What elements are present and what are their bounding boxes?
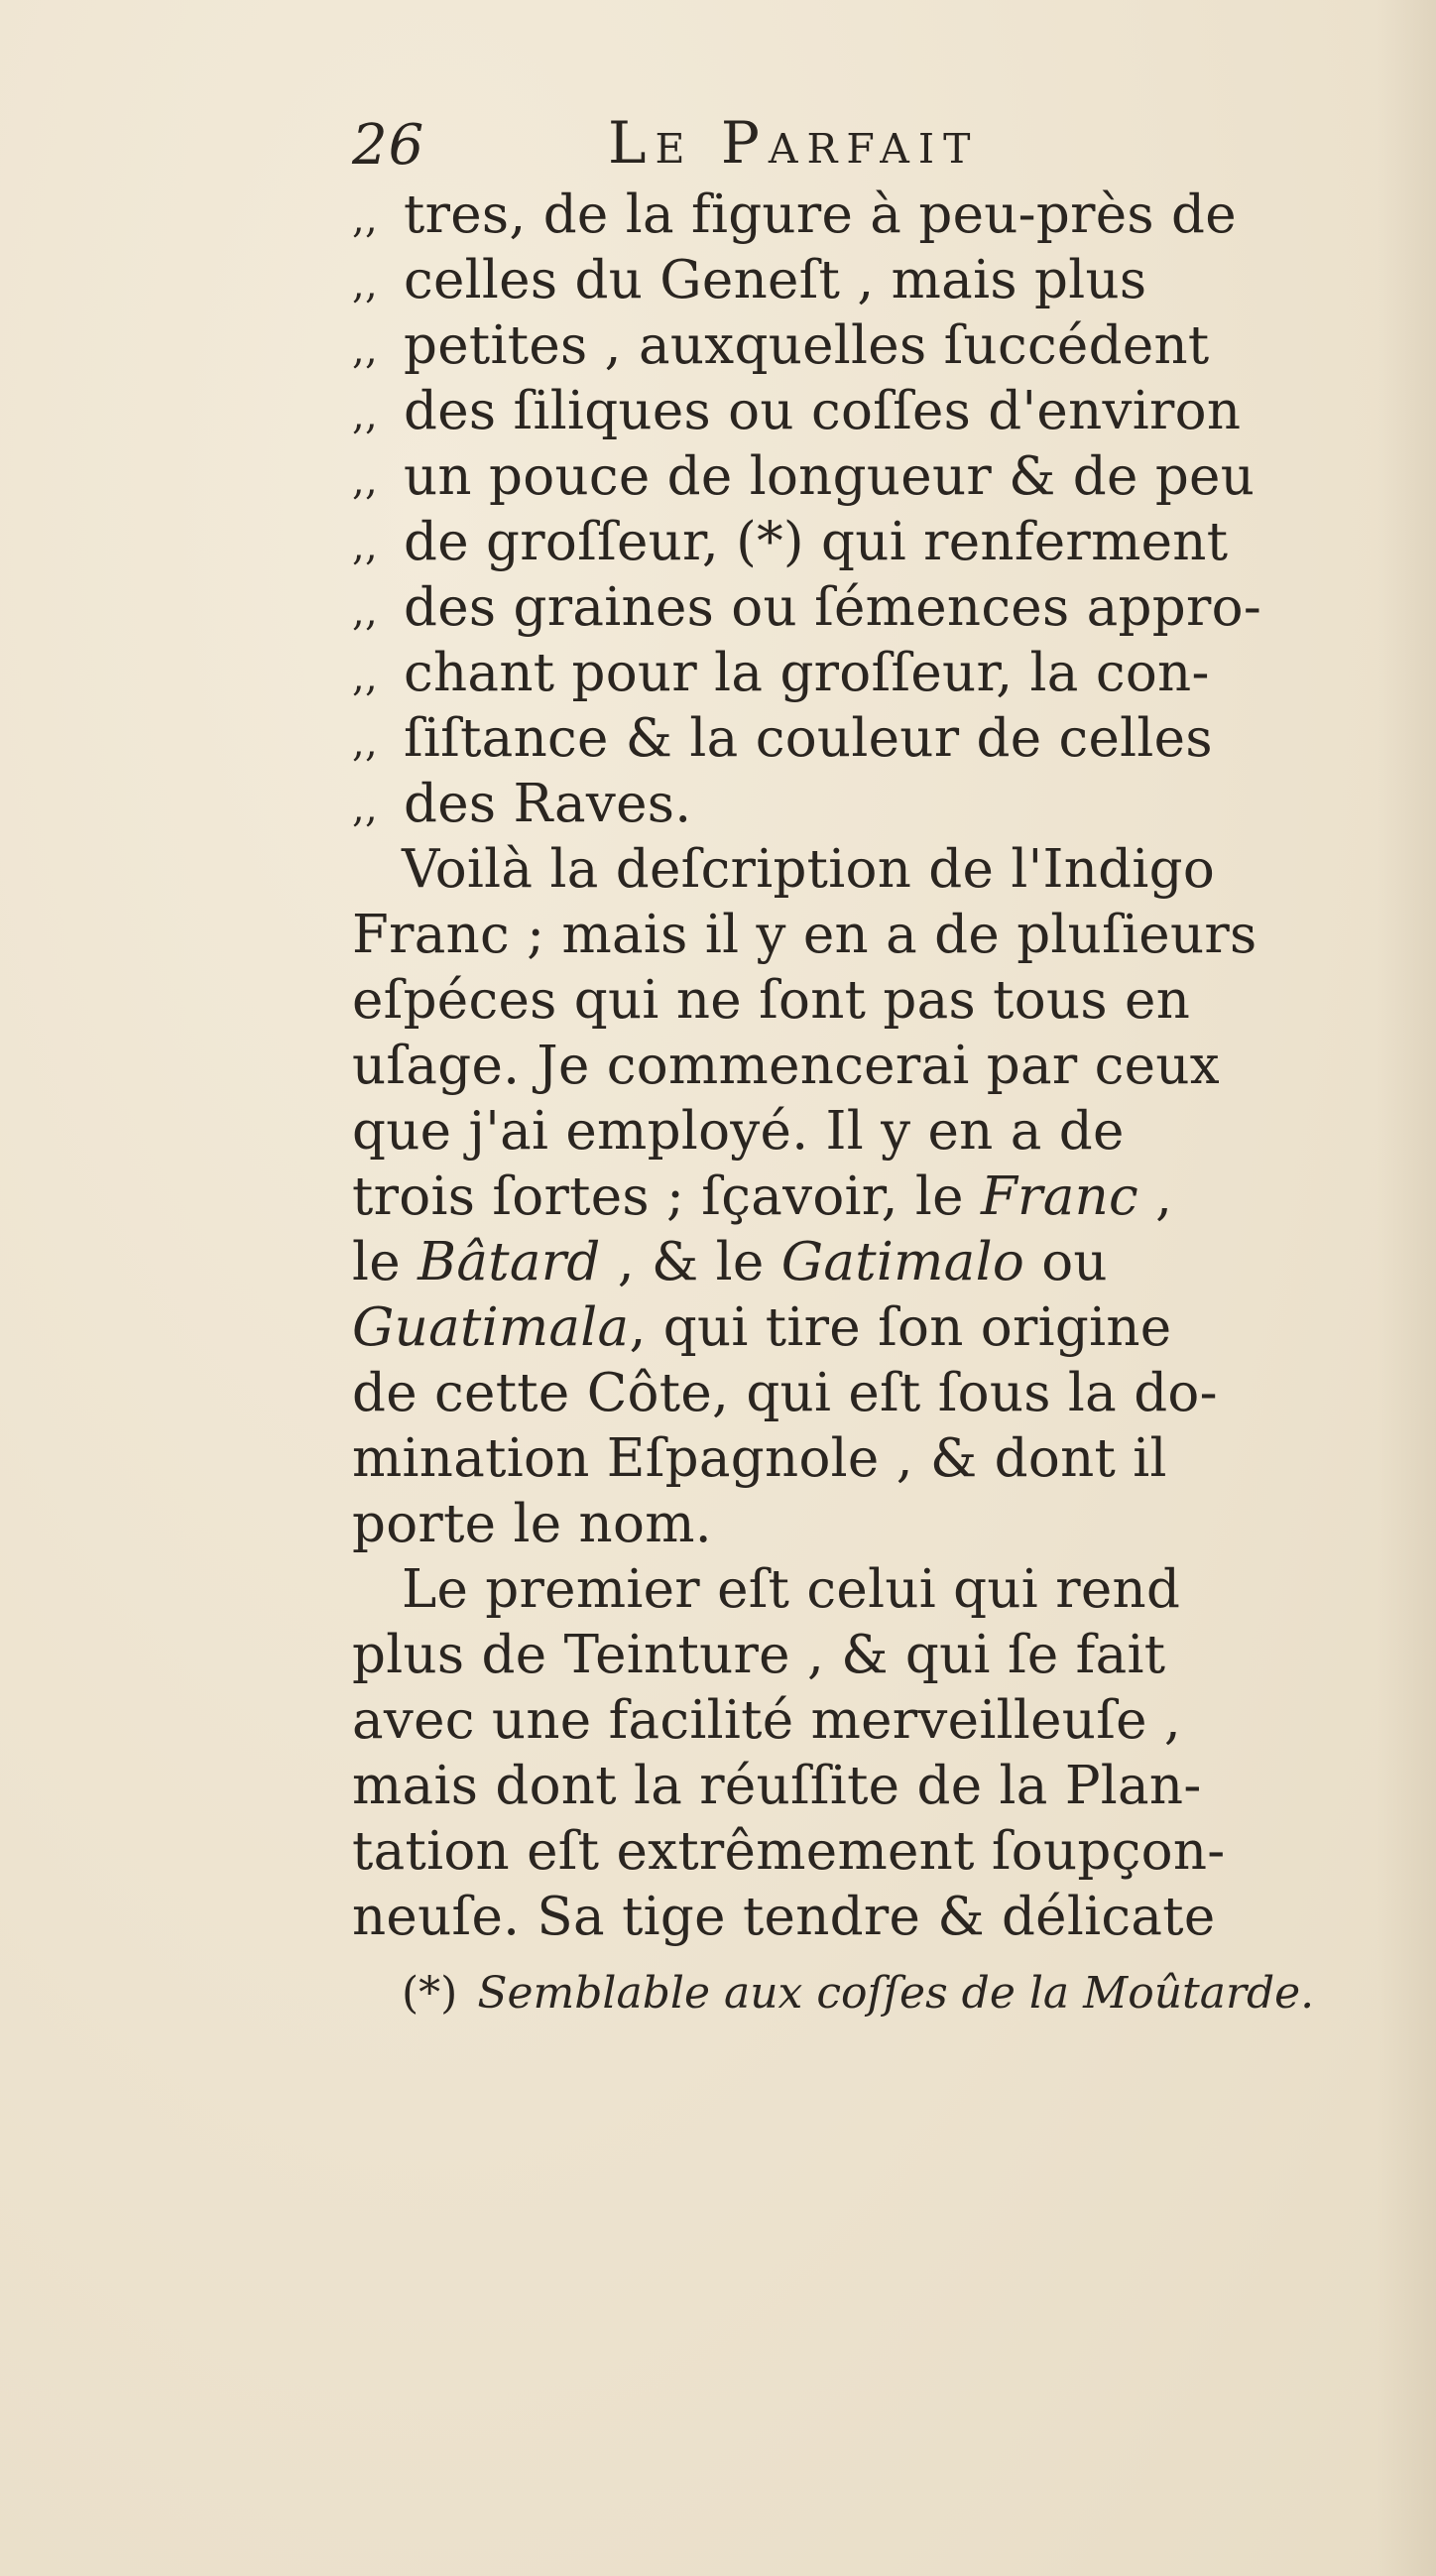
quoted-line <box>352 641 1324 706</box>
paragraph-line: Le premier eſt celui qui rend <box>402 1559 1181 1620</box>
paragraph-line: avec une facilité merveilleuſe , <box>352 1690 1182 1751</box>
quoted-line-text: ſiſtance & la couleur de celles <box>404 708 1213 769</box>
footnote-text: Semblable aux coſſes de la Moûtarde. <box>477 1968 1315 2019</box>
paragraph-indigo-description <box>352 837 1324 1557</box>
quote-mark: ,, <box>352 327 379 373</box>
quoted-line <box>352 706 1324 772</box>
quoted-line-text: petites , auxquelles ſuccédent <box>404 315 1210 376</box>
paragraph-line: mais dont la réuſſite de la Plan- <box>352 1756 1202 1816</box>
paragraph-first-species <box>352 1557 1324 1950</box>
line-segment: , <box>1138 1166 1173 1227</box>
quoted-line-text: tres, de la figure à peu-près de <box>404 184 1237 245</box>
page-gutter-shadow <box>1376 0 1436 2576</box>
line-segment: le <box>352 1232 419 1292</box>
italic-term-guatimala: Guatimala <box>352 1297 630 1358</box>
paragraph-line: plus de Teinture , & qui ſe fait <box>352 1625 1166 1685</box>
quote-mark: ,, <box>352 458 379 504</box>
quoted-line <box>352 772 1324 837</box>
text-block <box>352 107 1324 2024</box>
paragraph-line: que j'ai employé. Il y en a de <box>352 1101 1125 1162</box>
quoted-line <box>352 575 1324 641</box>
quoted-line <box>352 379 1324 444</box>
running-title: Le Parfait <box>608 109 980 177</box>
quoted-line <box>352 248 1324 313</box>
quoted-line <box>352 313 1324 379</box>
paragraph-line: tation eſt extrêmement ſoupçon- <box>352 1821 1226 1882</box>
paragraph-line: de cette Côte, qui eſt ſous la do- <box>352 1363 1218 1423</box>
quoted-line <box>352 510 1324 575</box>
paragraph-line: uſage. Je commencerai par ceux <box>352 1036 1220 1096</box>
quoted-line-text: celles du Geneſt , mais plus <box>404 250 1147 310</box>
line-segment: , & le <box>600 1232 781 1292</box>
quoted-line-text: des ſiliques ou coſſes d'environ <box>404 381 1242 441</box>
quote-mark: ,, <box>352 655 379 700</box>
quoted-line-text: un pouce de longueur & de peu <box>404 446 1256 507</box>
quoted-line-text: des graines ou ſémences appro- <box>404 577 1262 638</box>
line-segment: , qui tire ſon origine <box>629 1297 1172 1358</box>
paragraph-line: mination Eſpagnole , & dont il <box>352 1428 1167 1489</box>
quote-mark: ,, <box>352 786 379 831</box>
footnote-mark: (*) <box>402 1968 458 2019</box>
quote-mark: ,, <box>352 524 379 569</box>
italic-term-batard: Bâtard <box>418 1232 601 1292</box>
paragraph-line: neuſe. Sa tige tendre & délicate <box>352 1887 1216 1947</box>
paragraph-line: porte le nom. <box>352 1494 712 1554</box>
italic-term-gatimalo: Gatimalo <box>780 1232 1025 1292</box>
quote-mark: ,, <box>352 196 379 242</box>
page-number: 26 <box>352 113 425 178</box>
italic-term-franc: Franc <box>980 1166 1139 1227</box>
quoted-line-text: de groſſeur, (*) qui renferment <box>404 512 1229 572</box>
paragraph-line: eſpéces qui ne ſont pas tous en <box>352 970 1191 1031</box>
quoted-line <box>352 183 1324 248</box>
paragraph-line <box>352 1230 1324 1295</box>
paragraph-line: Voilà la deſcription de l'Indigo <box>402 839 1216 900</box>
quote-mark: ,, <box>352 262 379 307</box>
footnote <box>352 1964 1324 2024</box>
paragraph-line: Franc ; mais il y en a de pluſieurs <box>352 905 1257 965</box>
quoted-line-text: des Raves. <box>404 774 692 834</box>
quoted-line-text: chant pour la groſſeur, la con- <box>404 643 1210 703</box>
running-head <box>352 107 1324 183</box>
line-segment: ou <box>1024 1232 1108 1292</box>
quoted-passage <box>352 183 1324 837</box>
quote-mark: ,, <box>352 393 379 438</box>
line-segment: trois ſortes ; ſçavoir, le <box>352 1166 981 1227</box>
quoted-line <box>352 444 1324 510</box>
quote-mark: ,, <box>352 720 379 766</box>
quote-mark: ,, <box>352 589 379 635</box>
paragraph-line <box>352 1295 1324 1361</box>
paragraph-line <box>352 1165 1324 1230</box>
